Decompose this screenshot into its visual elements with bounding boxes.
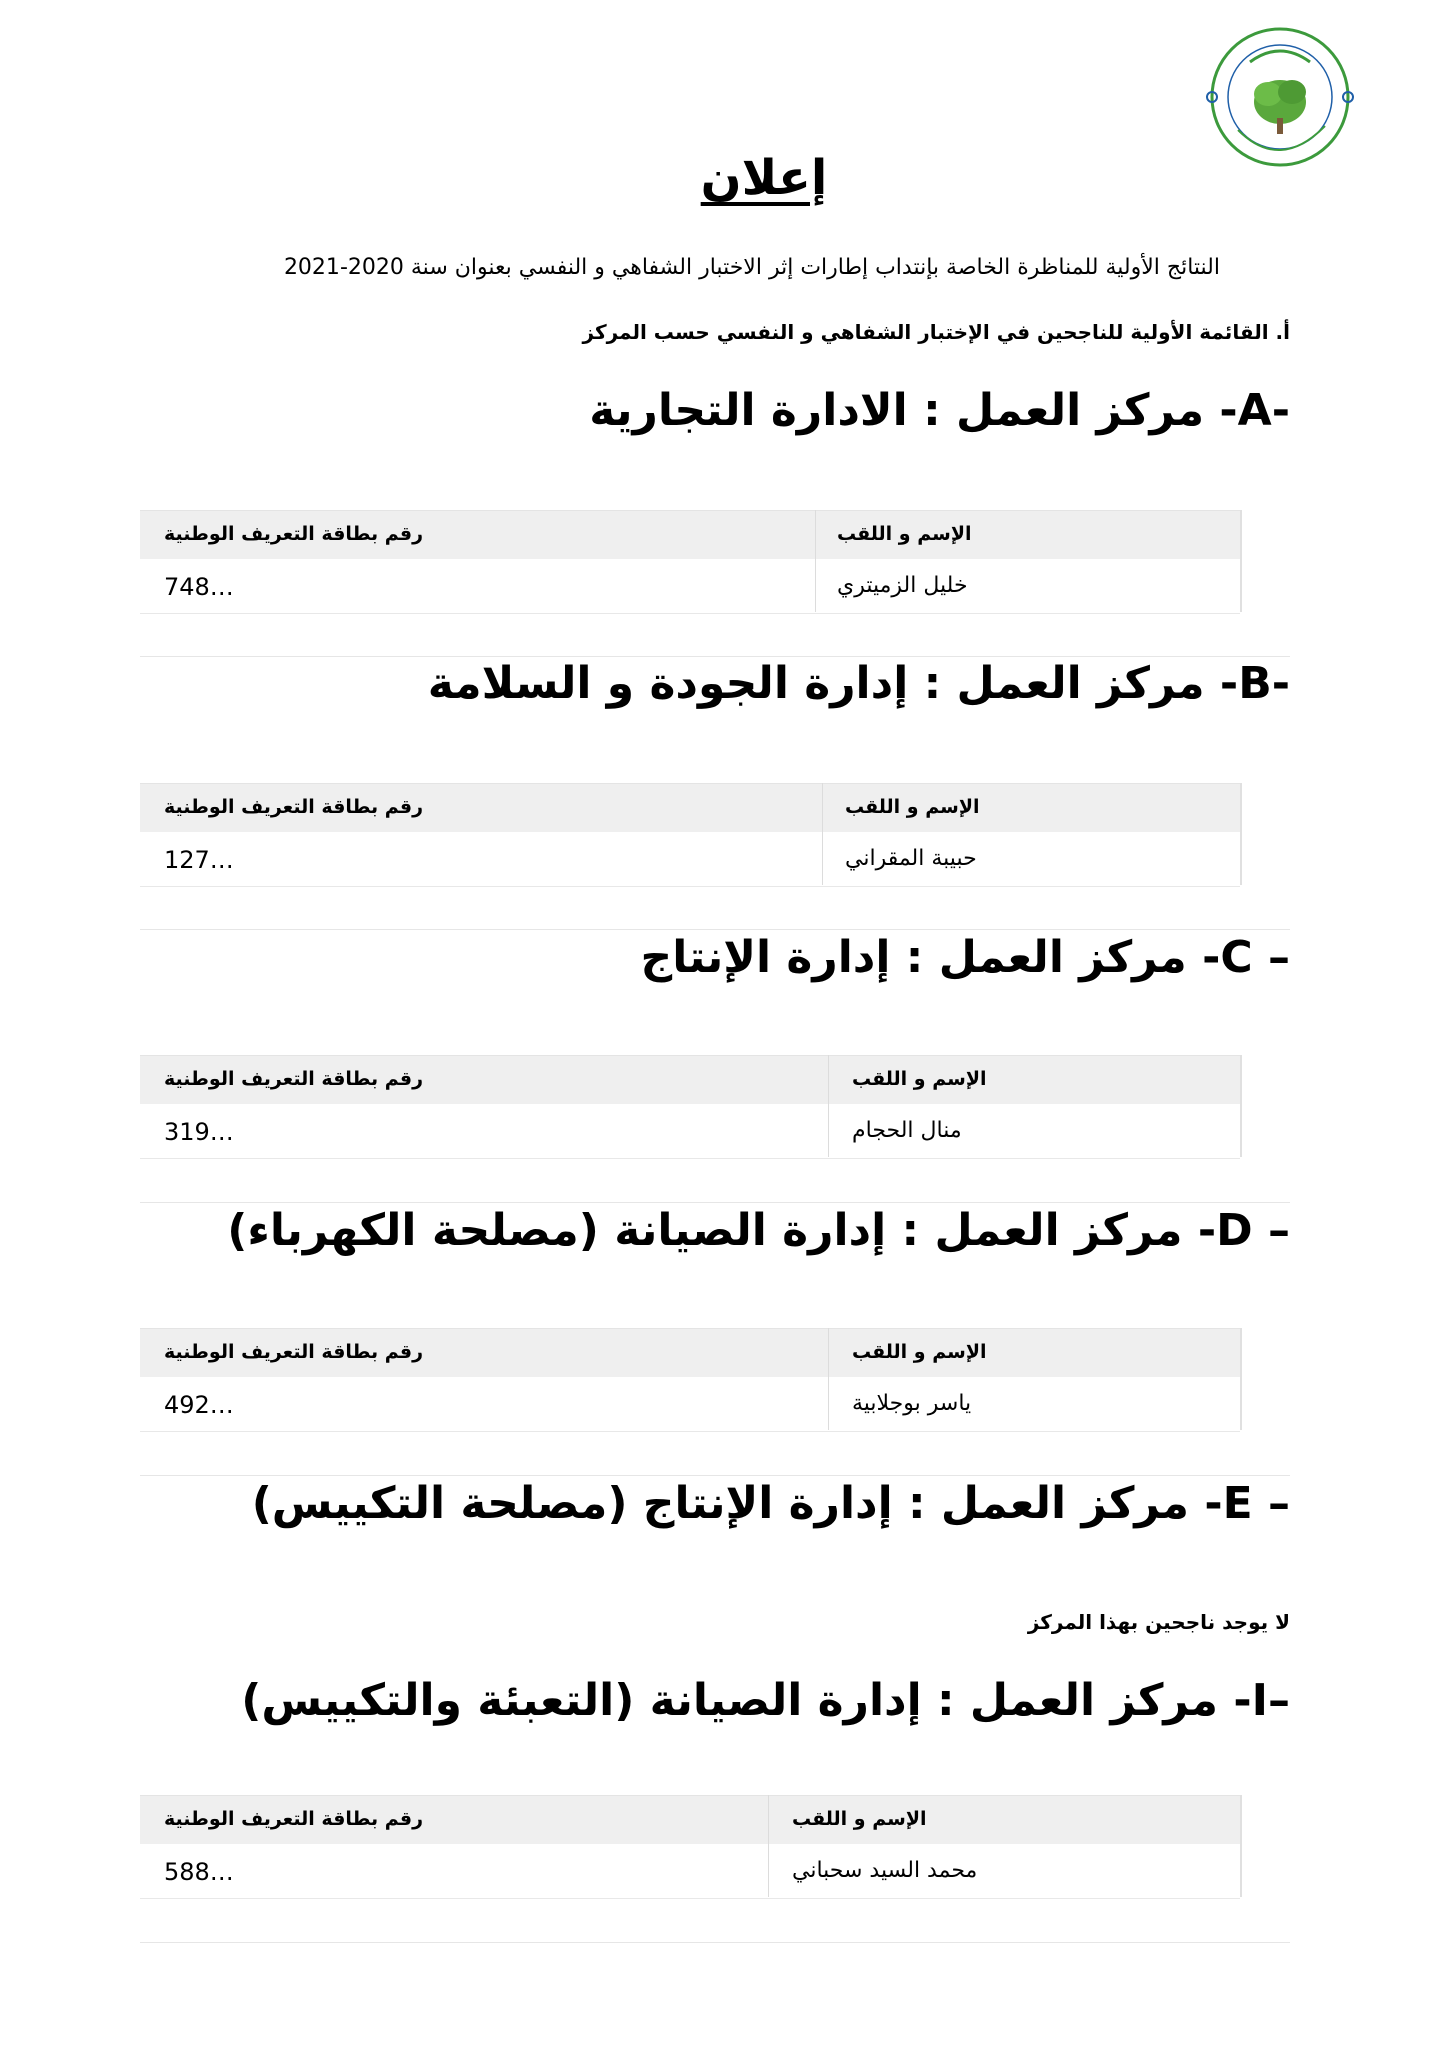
section-divider bbox=[140, 929, 1290, 930]
name-cell: محمد السيد سحباني bbox=[792, 1858, 978, 1883]
national-id-cell: 127… bbox=[164, 846, 234, 874]
section-divider bbox=[140, 1202, 1290, 1203]
id-column-header: رقم بطاقة التعريف الوطنية bbox=[164, 1341, 424, 1363]
table-edge bbox=[1240, 783, 1242, 885]
table-header-row bbox=[140, 1328, 1240, 1377]
national-id-cell: 748… bbox=[164, 573, 234, 601]
national-id-cell: 588… bbox=[164, 1858, 234, 1886]
id-column-header: رقم بطاقة التعريف الوطنية bbox=[164, 1808, 424, 1830]
table-row bbox=[140, 1377, 1240, 1432]
id-column-header: رقم بطاقة التعريف الوطنية bbox=[164, 523, 424, 545]
section-heading-i: –I- مركز العمل : إدارة الصيانة (التعبئة والتكييس) bbox=[241, 1675, 1290, 1726]
national-id-cell: 319… bbox=[164, 1118, 234, 1146]
table-header-row bbox=[140, 1795, 1240, 1844]
id-column-header: رقم بطاقة التعريف الوطنية bbox=[164, 796, 424, 818]
name-column-header: الإسم و اللقب bbox=[852, 1068, 987, 1090]
table-edge bbox=[1240, 510, 1242, 612]
column-divider bbox=[768, 1795, 769, 1897]
results-table-c bbox=[140, 1055, 1240, 1159]
name-cell: ياسر بوجلابية bbox=[852, 1391, 972, 1416]
column-divider bbox=[828, 1055, 829, 1157]
table-edge bbox=[1240, 1328, 1242, 1430]
column-divider bbox=[828, 1328, 829, 1430]
no-successful-note: لا يوجد ناجحين بهذا المركز bbox=[1027, 1610, 1290, 1634]
section-heading-c: – C- مركز العمل : إدارة الإنتاج bbox=[640, 932, 1290, 983]
table-edge bbox=[1240, 1055, 1242, 1157]
section-heading-a: -A- مركز العمل : الادارة التجارية bbox=[589, 385, 1290, 436]
results-table-a bbox=[140, 510, 1240, 614]
column-divider bbox=[815, 510, 816, 612]
announcement-subtitle: النتائج الأولية للمناظرة الخاصة بإنتداب إطارات إثر الاختبار الشفاهي و النفسي بعنوان سنة 2020-2021 bbox=[283, 255, 1220, 280]
name-column-header: الإسم و اللقب bbox=[852, 1341, 987, 1363]
table-header-row bbox=[140, 783, 1240, 832]
section-heading-e: – E- مركز العمل : إدارة الإنتاج (مصلحة التكييس) bbox=[251, 1478, 1290, 1529]
name-cell: حبيبة المقراني bbox=[845, 846, 977, 871]
name-cell: منال الحجام bbox=[852, 1118, 962, 1143]
section-divider bbox=[140, 1475, 1290, 1476]
section-heading-d: – D- مركز العمل : إدارة الصيانة (مصلحة الكهرباء) bbox=[227, 1205, 1290, 1256]
section-heading-b: -B- مركز العمل : إدارة الجودة و السلامة bbox=[427, 658, 1290, 709]
table-row bbox=[140, 832, 1240, 887]
results-table-d bbox=[140, 1328, 1240, 1432]
results-table-i bbox=[140, 1795, 1240, 1899]
national-id-cell: 492… bbox=[164, 1391, 234, 1419]
table-edge bbox=[1240, 1795, 1242, 1897]
list-heading: أ. القائمة الأولية للناجحين في الإختبار الشفاهي و النفسي حسب المركز bbox=[582, 320, 1290, 344]
name-column-header: الإسم و اللقب bbox=[845, 796, 980, 818]
table-header-row bbox=[140, 1055, 1240, 1104]
table-row bbox=[140, 1844, 1240, 1899]
table-row bbox=[140, 559, 1240, 614]
name-cell: خليل الزميتري bbox=[837, 573, 968, 598]
section-divider bbox=[140, 656, 1290, 657]
id-column-header: رقم بطاقة التعريف الوطنية bbox=[164, 1068, 424, 1090]
section-divider bbox=[140, 1942, 1290, 1943]
column-divider bbox=[822, 783, 823, 885]
name-column-header: الإسم و اللقب bbox=[837, 523, 972, 545]
results-table-b bbox=[140, 783, 1240, 887]
page-title: إعلان bbox=[700, 150, 828, 206]
table-header-row bbox=[140, 510, 1240, 559]
name-column-header: الإسم و اللقب bbox=[792, 1808, 927, 1830]
table-row bbox=[140, 1104, 1240, 1159]
